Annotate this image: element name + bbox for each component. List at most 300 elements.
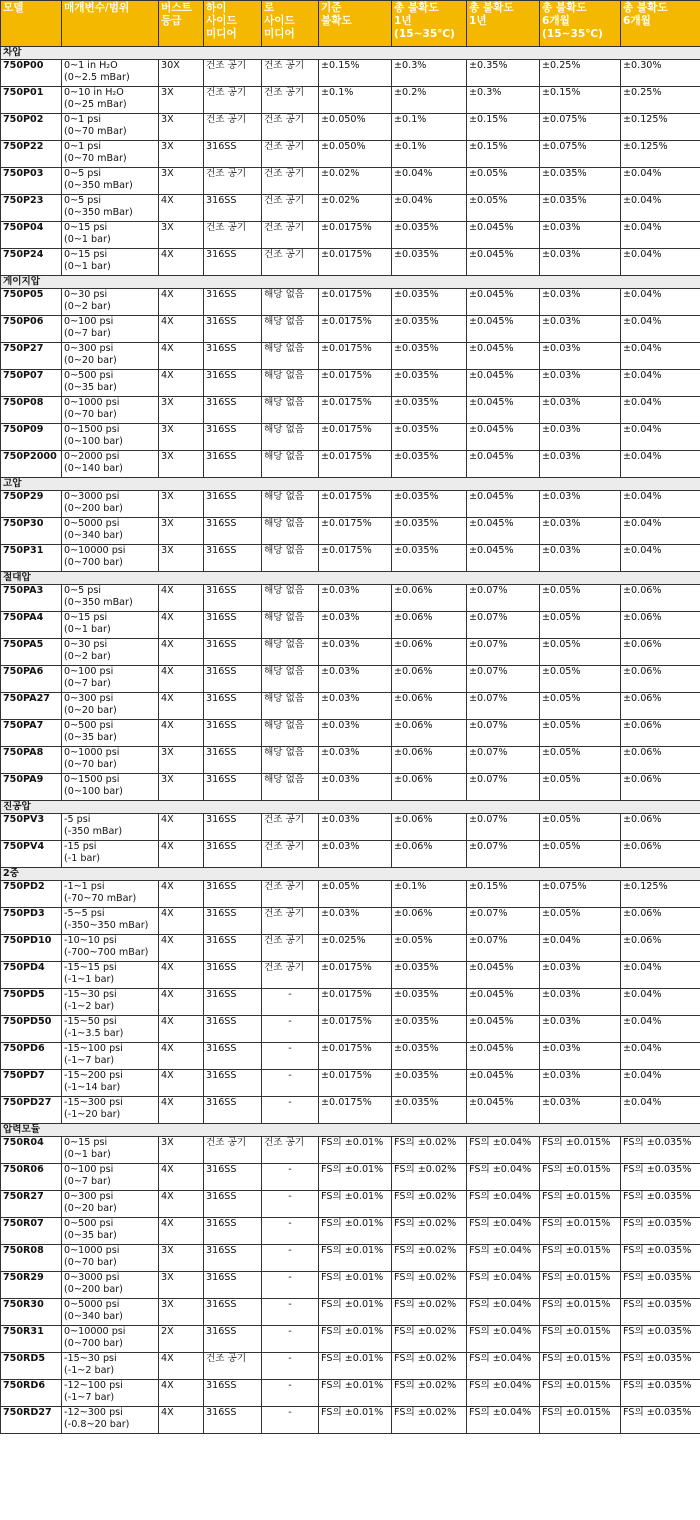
high-side-media-cell: 316SS — [204, 747, 262, 774]
burst-rating-cell: 3X — [159, 1272, 204, 1299]
high-side-media-cell: 316SS — [204, 424, 262, 451]
range-psi: -15~30 psi — [64, 989, 117, 1000]
total-1yr-cell: ±0.07% — [467, 585, 540, 612]
model-cell: 750PD50 — [1, 1016, 62, 1043]
range-metric: (0~20 bar) — [64, 355, 117, 366]
low-side-media-cell: 해당 없음 — [262, 370, 319, 397]
low-side-media-cell: 해당 없음 — [262, 424, 319, 451]
range-psi: 0~3000 psi — [64, 491, 120, 502]
high-side-media-cell: 316SS — [204, 1299, 262, 1326]
high-side-media-cell: 건조 공기 — [204, 168, 262, 195]
burst-rating-cell: 4X — [159, 881, 204, 908]
reference-uncertainty-cell: FS의 ±0.01% — [319, 1191, 392, 1218]
burst-rating-cell: 4X — [159, 1164, 204, 1191]
total-6mo-cell: ±0.25% — [621, 87, 700, 114]
section-title: 고압 — [1, 478, 700, 491]
low-side-media-cell: - — [262, 1245, 319, 1272]
reference-uncertainty-cell: ±0.0175% — [319, 343, 392, 370]
table-row — [1, 1218, 700, 1245]
low-side-media-cell: 건조 공기 — [262, 814, 319, 841]
total-6mo-cell: ±0.125% — [621, 881, 700, 908]
high-side-media-cell: 건조 공기 — [204, 60, 262, 87]
total-6mo-cell: FS의 ±0.035% — [621, 1164, 700, 1191]
range-psi: -15~50 psi — [64, 1016, 117, 1027]
total-6mo-temp-cell: FS의 ±0.015% — [540, 1299, 621, 1326]
reference-uncertainty-cell: ±0.03% — [319, 841, 392, 868]
range-metric: (-1~3.5 bar) — [64, 1028, 124, 1039]
total-6mo-cell: ±0.04% — [621, 316, 700, 343]
total-1yr-temp-cell: ±0.035% — [392, 1016, 467, 1043]
table-row — [1, 814, 700, 841]
burst-rating-cell: 3X — [159, 545, 204, 572]
range-metric: (0~340 bar) — [64, 530, 123, 541]
high-side-media-cell: 316SS — [204, 195, 262, 222]
total-6mo-cell: FS의 ±0.035% — [621, 1299, 700, 1326]
model-cell: 750PA6 — [1, 666, 62, 693]
high-side-media-cell: 316SS — [204, 962, 262, 989]
range-cell — [62, 222, 159, 249]
total-1yr-temp-cell: FS의 ±0.02% — [392, 1164, 467, 1191]
reference-uncertainty-cell: FS의 ±0.01% — [319, 1137, 392, 1164]
reference-uncertainty-cell: ±0.0175% — [319, 545, 392, 572]
burst-rating-cell: 4X — [159, 370, 204, 397]
high-side-media-cell: 316SS — [204, 1245, 262, 1272]
range-cell — [62, 289, 159, 316]
range-cell — [62, 962, 159, 989]
table-row — [1, 60, 700, 87]
reference-uncertainty-cell: FS의 ±0.01% — [319, 1407, 392, 1434]
header-row — [1, 1, 700, 47]
header-line: 사이드 — [206, 15, 237, 27]
total-6mo-temp-cell: FS의 ±0.015% — [540, 1407, 621, 1434]
model-cell: 750PA9 — [1, 774, 62, 801]
model-cell: 750RD27 — [1, 1407, 62, 1434]
total-6mo-cell: ±0.30% — [621, 60, 700, 87]
total-1yr-temp-cell: ±0.035% — [392, 370, 467, 397]
total-1yr-cell: ±0.07% — [467, 612, 540, 639]
table-row — [1, 195, 700, 222]
header-line: 총 불확도 — [623, 2, 668, 14]
total-6mo-temp-cell: ±0.05% — [540, 612, 621, 639]
model-cell: 750R04 — [1, 1137, 62, 1164]
total-1yr-temp-cell: FS의 ±0.02% — [392, 1218, 467, 1245]
model-cell: 750P30 — [1, 518, 62, 545]
burst-rating-cell: 3X — [159, 747, 204, 774]
total-1yr-cell: ±0.045% — [467, 451, 540, 478]
total-1yr-temp-cell: FS의 ±0.02% — [392, 1353, 467, 1380]
header-total-1yr — [467, 1, 540, 47]
table-row — [1, 1299, 700, 1326]
range-psi: 0~15 psi — [64, 1137, 108, 1148]
reference-uncertainty-cell: FS의 ±0.01% — [319, 1245, 392, 1272]
total-1yr-cell: FS의 ±0.04% — [467, 1272, 540, 1299]
range-metric: (0~20 bar) — [64, 1203, 117, 1214]
header-line: 1년 — [469, 15, 487, 27]
total-1yr-cell: ±0.07% — [467, 935, 540, 962]
burst-rating-cell: 4X — [159, 841, 204, 868]
burst-rating-cell: 4X — [159, 585, 204, 612]
range-psi: 0~1 psi — [64, 141, 102, 152]
range-metric: (0~35 bar) — [64, 382, 117, 393]
range-metric: (0~7 bar) — [64, 1176, 111, 1187]
range-metric: (0~1 bar) — [64, 624, 111, 635]
low-side-media-cell: 해당 없음 — [262, 397, 319, 424]
total-1yr-temp-cell: FS의 ±0.02% — [392, 1407, 467, 1434]
range-cell — [62, 87, 159, 114]
range-cell — [62, 1299, 159, 1326]
high-side-media-cell: 건조 공기 — [204, 114, 262, 141]
total-6mo-temp-cell: ±0.035% — [540, 168, 621, 195]
header-line: 로 — [264, 2, 275, 14]
table-row — [1, 343, 700, 370]
total-1yr-temp-cell: ±0.1% — [392, 881, 467, 908]
range-psi: 0~15 psi — [64, 249, 108, 260]
high-side-media-cell: 316SS — [204, 1272, 262, 1299]
total-6mo-cell: ±0.04% — [621, 545, 700, 572]
range-psi: 0~1500 psi — [64, 424, 120, 435]
total-6mo-cell: ±0.04% — [621, 962, 700, 989]
range-psi: -15~15 psi — [64, 962, 117, 973]
range-metric: (0~140 bar) — [64, 463, 123, 474]
total-6mo-temp-cell: ±0.03% — [540, 989, 621, 1016]
total-6mo-temp-cell: ±0.05% — [540, 639, 621, 666]
model-cell: 750PV3 — [1, 814, 62, 841]
total-1yr-cell: FS의 ±0.04% — [467, 1353, 540, 1380]
range-cell — [62, 774, 159, 801]
high-side-media-cell: 316SS — [204, 989, 262, 1016]
range-cell — [62, 1326, 159, 1353]
high-side-media-cell: 316SS — [204, 491, 262, 518]
range-metric: (-350 mBar) — [64, 826, 123, 837]
total-1yr-temp-cell: ±0.035% — [392, 289, 467, 316]
total-1yr-cell: ±0.35% — [467, 60, 540, 87]
model-cell: 750P27 — [1, 343, 62, 370]
header-line: 등급 — [161, 15, 182, 27]
range-metric: (-1~7 bar) — [64, 1392, 115, 1403]
burst-rating-cell: 4X — [159, 720, 204, 747]
range-metric: (0~200 bar) — [64, 1284, 123, 1295]
model-cell: 750R27 — [1, 1191, 62, 1218]
model-cell: 750R29 — [1, 1272, 62, 1299]
low-side-media-cell: 해당 없음 — [262, 666, 319, 693]
range-psi: -5 psi — [64, 814, 91, 825]
low-side-media-cell: - — [262, 1218, 319, 1245]
total-6mo-cell: FS의 ±0.035% — [621, 1380, 700, 1407]
low-side-media-cell: - — [262, 1097, 319, 1124]
total-1yr-cell: ±0.045% — [467, 1097, 540, 1124]
reference-uncertainty-cell: FS의 ±0.01% — [319, 1299, 392, 1326]
range-psi: -12~300 psi — [64, 1407, 123, 1418]
range-cell — [62, 1097, 159, 1124]
burst-rating-cell: 4X — [159, 195, 204, 222]
total-6mo-cell: FS의 ±0.035% — [621, 1407, 700, 1434]
reference-uncertainty-cell: ±0.0175% — [319, 962, 392, 989]
section-row — [1, 47, 700, 60]
table-row — [1, 585, 700, 612]
header-reference-uncertainty — [319, 1, 392, 47]
total-6mo-temp-cell: ±0.05% — [540, 814, 621, 841]
total-1yr-cell: ±0.045% — [467, 316, 540, 343]
high-side-media-cell: 316SS — [204, 370, 262, 397]
range-metric: (0~350 mBar) — [64, 597, 133, 608]
range-cell — [62, 720, 159, 747]
burst-rating-cell: 4X — [159, 1016, 204, 1043]
high-side-media-cell: 건조 공기 — [204, 87, 262, 114]
total-1yr-cell: ±0.045% — [467, 222, 540, 249]
total-1yr-cell: ±0.07% — [467, 747, 540, 774]
total-1yr-cell: ±0.07% — [467, 693, 540, 720]
section-row — [1, 1124, 700, 1137]
model-cell: 750P07 — [1, 370, 62, 397]
total-6mo-cell: ±0.06% — [621, 666, 700, 693]
range-metric: (-1 bar) — [64, 853, 101, 864]
burst-rating-cell: 4X — [159, 1097, 204, 1124]
range-metric: (-350~350 mBar) — [64, 920, 149, 931]
range-cell — [62, 1191, 159, 1218]
range-cell — [62, 343, 159, 370]
high-side-media-cell: 316SS — [204, 316, 262, 343]
low-side-media-cell: 건조 공기 — [262, 249, 319, 276]
model-cell: 750P01 — [1, 87, 62, 114]
total-1yr-temp-cell: ±0.2% — [392, 87, 467, 114]
range-psi: 0~10000 psi — [64, 545, 126, 556]
header-range — [62, 1, 159, 47]
reference-uncertainty-cell: ±0.05% — [319, 881, 392, 908]
range-metric: (0~70 mBar) — [64, 153, 127, 164]
range-metric: (0~700 bar) — [64, 557, 123, 568]
low-side-media-cell: 건조 공기 — [262, 841, 319, 868]
range-psi: -15~100 psi — [64, 1043, 123, 1054]
model-cell: 750P24 — [1, 249, 62, 276]
reference-uncertainty-cell: ±0.0175% — [319, 289, 392, 316]
total-1yr-temp-cell: ±0.035% — [392, 989, 467, 1016]
model-cell: 750P22 — [1, 141, 62, 168]
total-1yr-temp-cell: ±0.06% — [392, 720, 467, 747]
total-1yr-cell: ±0.045% — [467, 491, 540, 518]
model-cell: 750PA27 — [1, 693, 62, 720]
range-psi: 0~300 psi — [64, 343, 114, 354]
reference-uncertainty-cell: FS의 ±0.01% — [319, 1272, 392, 1299]
range-psi: 0~1 psi — [64, 114, 102, 125]
high-side-media-cell: 316SS — [204, 518, 262, 545]
table-row — [1, 316, 700, 343]
reference-uncertainty-cell: ±0.025% — [319, 935, 392, 962]
total-6mo-temp-cell: ±0.05% — [540, 747, 621, 774]
section-title: 게이지압 — [1, 276, 700, 289]
total-1yr-temp-cell: ±0.035% — [392, 518, 467, 545]
range-cell — [62, 1043, 159, 1070]
range-cell — [62, 747, 159, 774]
total-6mo-temp-cell: ±0.075% — [540, 141, 621, 168]
table-row — [1, 222, 700, 249]
high-side-media-cell: 316SS — [204, 908, 262, 935]
total-6mo-temp-cell: ±0.03% — [540, 1043, 621, 1070]
total-6mo-cell: ±0.04% — [621, 491, 700, 518]
range-psi: 0~1 in H₂O — [64, 60, 118, 71]
range-cell — [62, 666, 159, 693]
range-psi: 0~1000 psi — [64, 397, 120, 408]
total-1yr-cell: ±0.07% — [467, 720, 540, 747]
total-6mo-temp-cell: ±0.03% — [540, 451, 621, 478]
range-psi: 0~500 psi — [64, 370, 114, 381]
range-cell — [62, 1353, 159, 1380]
total-6mo-temp-cell: ±0.03% — [540, 343, 621, 370]
low-side-media-cell: 건조 공기 — [262, 141, 319, 168]
total-6mo-cell: ±0.04% — [621, 989, 700, 1016]
high-side-media-cell: 316SS — [204, 1407, 262, 1434]
range-psi: 0~5 psi — [64, 585, 102, 596]
total-6mo-cell: ±0.04% — [621, 518, 700, 545]
low-side-media-cell: 건조 공기 — [262, 60, 319, 87]
burst-rating-cell: 3X — [159, 451, 204, 478]
reference-uncertainty-cell: ±0.03% — [319, 774, 392, 801]
total-1yr-temp-cell: ±0.035% — [392, 397, 467, 424]
range-psi: 0~100 psi — [64, 1164, 114, 1175]
total-6mo-temp-cell: ±0.03% — [540, 491, 621, 518]
total-1yr-temp-cell: FS의 ±0.02% — [392, 1191, 467, 1218]
high-side-media-cell: 316SS — [204, 1380, 262, 1407]
section-title: 2중 — [1, 868, 700, 881]
total-1yr-cell: ±0.045% — [467, 962, 540, 989]
table-row — [1, 518, 700, 545]
reference-uncertainty-cell: ±0.15% — [319, 60, 392, 87]
total-6mo-cell: ±0.06% — [621, 639, 700, 666]
total-1yr-temp-cell: ±0.035% — [392, 343, 467, 370]
total-1yr-cell: ±0.15% — [467, 114, 540, 141]
model-cell: 750R31 — [1, 1326, 62, 1353]
range-metric: (-1~14 bar) — [64, 1082, 121, 1093]
range-cell — [62, 935, 159, 962]
total-1yr-temp-cell: ±0.035% — [392, 249, 467, 276]
total-6mo-cell: ±0.04% — [621, 1097, 700, 1124]
total-1yr-cell: FS의 ±0.04% — [467, 1137, 540, 1164]
section-row — [1, 572, 700, 585]
model-cell: 750R08 — [1, 1245, 62, 1272]
header-line: 총 불확도 — [542, 2, 587, 14]
total-6mo-temp-cell: ±0.05% — [540, 666, 621, 693]
total-6mo-temp-cell: ±0.05% — [540, 720, 621, 747]
model-cell: 750P05 — [1, 289, 62, 316]
model-cell: 750P2000 — [1, 451, 62, 478]
total-1yr-cell: ±0.07% — [467, 774, 540, 801]
table-row — [1, 720, 700, 747]
total-6mo-temp-cell: ±0.05% — [540, 585, 621, 612]
reference-uncertainty-cell: ±0.0175% — [319, 1070, 392, 1097]
low-side-media-cell: 건조 공기 — [262, 87, 319, 114]
total-1yr-temp-cell: ±0.035% — [392, 222, 467, 249]
header-low-side-media — [262, 1, 319, 47]
burst-rating-cell: 3X — [159, 141, 204, 168]
burst-rating-cell: 4X — [159, 289, 204, 316]
burst-rating-cell: 3X — [159, 168, 204, 195]
range-cell — [62, 1164, 159, 1191]
header-line: 총 불확도 — [469, 2, 514, 14]
low-side-media-cell: - — [262, 1043, 319, 1070]
high-side-media-cell: 316SS — [204, 814, 262, 841]
range-metric: (0~35 bar) — [64, 1230, 117, 1241]
high-side-media-cell: 316SS — [204, 639, 262, 666]
range-metric: (0~2 bar) — [64, 651, 111, 662]
high-side-media-cell: 316SS — [204, 841, 262, 868]
table-row — [1, 1353, 700, 1380]
range-metric: (0~1 bar) — [64, 1149, 111, 1160]
header-line: 매개변수/범위 — [64, 2, 130, 14]
range-psi: 0~15 psi — [64, 612, 108, 623]
range-cell — [62, 693, 159, 720]
table-row — [1, 639, 700, 666]
range-metric: (-0.8~20 bar) — [64, 1419, 130, 1430]
total-6mo-cell: ±0.125% — [621, 141, 700, 168]
total-1yr-cell: ±0.045% — [467, 424, 540, 451]
header-line: (15~35℃) — [542, 28, 603, 40]
high-side-media-cell: 316SS — [204, 1070, 262, 1097]
range-metric: (0~7 bar) — [64, 328, 111, 339]
low-side-media-cell: 해당 없음 — [262, 316, 319, 343]
low-side-media-cell: - — [262, 1299, 319, 1326]
range-metric: (0~1 bar) — [64, 261, 111, 272]
burst-rating-cell: 3X — [159, 424, 204, 451]
header-model — [1, 1, 62, 47]
header-line: 미디어 — [206, 28, 237, 40]
high-side-media-cell: 316SS — [204, 693, 262, 720]
reference-uncertainty-cell: ±0.0175% — [319, 1097, 392, 1124]
model-cell: 750R30 — [1, 1299, 62, 1326]
range-metric: (0~7 bar) — [64, 678, 111, 689]
table-row — [1, 545, 700, 572]
table-row — [1, 424, 700, 451]
range-cell — [62, 397, 159, 424]
total-6mo-temp-cell: ±0.05% — [540, 693, 621, 720]
range-cell — [62, 249, 159, 276]
reference-uncertainty-cell: ±0.0175% — [319, 1043, 392, 1070]
table-row — [1, 935, 700, 962]
model-cell: 750PD7 — [1, 1070, 62, 1097]
total-1yr-temp-cell: ±0.035% — [392, 1097, 467, 1124]
high-side-media-cell: 316SS — [204, 249, 262, 276]
total-1yr-temp-cell: ±0.06% — [392, 612, 467, 639]
total-6mo-temp-cell: ±0.03% — [540, 222, 621, 249]
total-1yr-temp-cell: FS의 ±0.02% — [392, 1137, 467, 1164]
range-metric: (0~350 mBar) — [64, 180, 133, 191]
total-1yr-cell: ±0.15% — [467, 881, 540, 908]
table-row — [1, 908, 700, 935]
total-1yr-temp-cell: ±0.035% — [392, 545, 467, 572]
range-metric: (0~70 bar) — [64, 409, 117, 420]
total-6mo-temp-cell: FS의 ±0.015% — [540, 1191, 621, 1218]
burst-rating-cell: 30X — [159, 60, 204, 87]
reference-uncertainty-cell: ±0.0175% — [319, 370, 392, 397]
low-side-media-cell: 해당 없음 — [262, 451, 319, 478]
range-psi: 0~1000 psi — [64, 747, 120, 758]
total-1yr-cell: ±0.045% — [467, 249, 540, 276]
range-cell — [62, 195, 159, 222]
model-cell: 750P08 — [1, 397, 62, 424]
burst-rating-cell: 4X — [159, 962, 204, 989]
high-side-media-cell: 316SS — [204, 1218, 262, 1245]
table-row — [1, 397, 700, 424]
table-row — [1, 1097, 700, 1124]
reference-uncertainty-cell: ±0.0175% — [319, 491, 392, 518]
model-cell: 750P29 — [1, 491, 62, 518]
low-side-media-cell: 해당 없음 — [262, 747, 319, 774]
reference-uncertainty-cell: FS의 ±0.01% — [319, 1218, 392, 1245]
header-line: 6개월 — [542, 15, 570, 27]
reference-uncertainty-cell: ±0.03% — [319, 720, 392, 747]
total-1yr-cell: ±0.07% — [467, 639, 540, 666]
total-1yr-temp-cell: ±0.035% — [392, 962, 467, 989]
total-6mo-cell: FS의 ±0.035% — [621, 1326, 700, 1353]
table-row — [1, 1380, 700, 1407]
